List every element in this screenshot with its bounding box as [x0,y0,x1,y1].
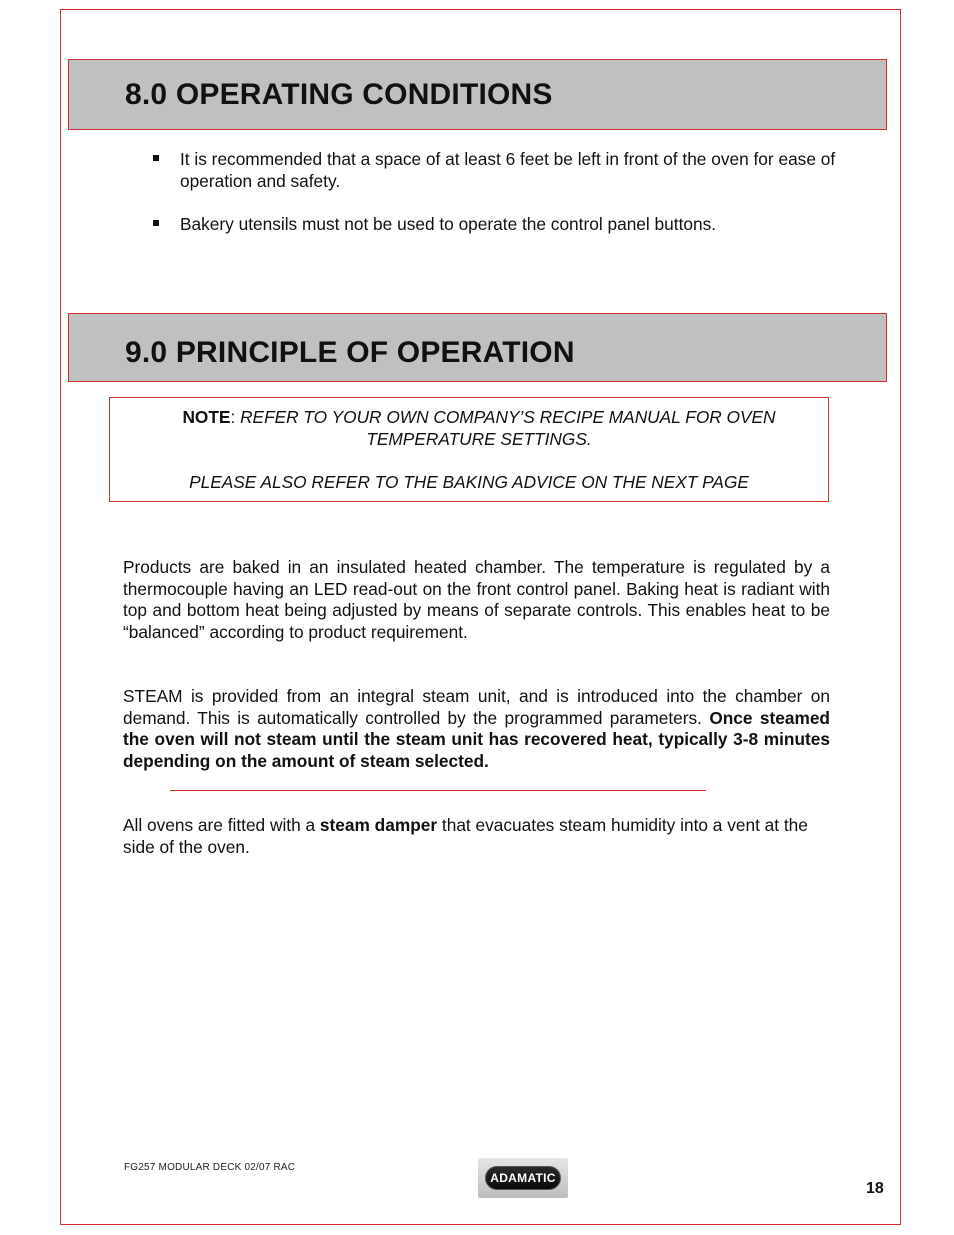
damper-text-before: All ovens are fitted with a [123,815,320,835]
steam-warning: Once steamed the oven will not steam until the steam unit has recovered heat, typically 3-8 minutes depending on the amount of steam selected. [123,707,830,771]
square-bullet-icon [153,155,159,161]
page-number: 18 [866,1180,884,1197]
section-header-operating-conditions [68,59,887,130]
damper-text-after: that evacuates steam humidity into a vent at the side of the oven. [123,815,808,857]
note-line [150,406,808,450]
adamatic-logo [478,1158,568,1198]
list-item [152,148,842,192]
note-box [109,397,829,502]
list-item [152,213,842,235]
section-header-principle-of-operation [68,313,887,382]
note-text: REFER TO YOUR OWN COMPANY’S RECIPE MANUAL FOR OVEN TEMPERATURE SETTINGS. [240,407,776,449]
logo-text: ADAMATIC [485,1166,561,1190]
note-advice: PLEASE ALSO REFER TO THE BAKING ADVICE ON THE NEXT PAGE [189,472,749,492]
paragraph-steam [123,686,830,772]
damper-term: steam damper [319,815,438,835]
bullet-text: It is recommended that a space of at least 6 feet be left in front of the oven for ease of operation and safety. [180,149,836,191]
section-title: 8.0 OPERATING CONDITIONS [125,78,553,111]
operating-conditions-list [152,148,842,256]
divider [170,790,706,791]
document-code: FG257 MODULAR DECK 02/07 RAC [124,1162,296,1173]
note-separator: : [230,407,241,427]
paragraph-baking-chamber: Products are baked in an insulated heated chamber. The temperature is regulated by a thermocouple having an LED read-out on the front control panel. Baking heat is radiant with top and bottom heat being adjusted by means of separate controls. This enables heat to be “balanced” according to product requirement. [123,557,830,642]
section-title: 9.0 PRINCIPLE OF OPERATION [125,336,575,369]
square-bullet-icon [153,220,159,226]
bullet-text: Bakery utensils must not be used to operate the control panel buttons. [180,214,717,234]
paragraph-steam-damper [123,815,823,858]
steam-text: STEAM is provided from an integral steam unit, and is introduced into the chamber on demand. This is automatically controlled by the programmed parameters. [123,686,830,728]
note-label: NOTE [182,407,231,427]
